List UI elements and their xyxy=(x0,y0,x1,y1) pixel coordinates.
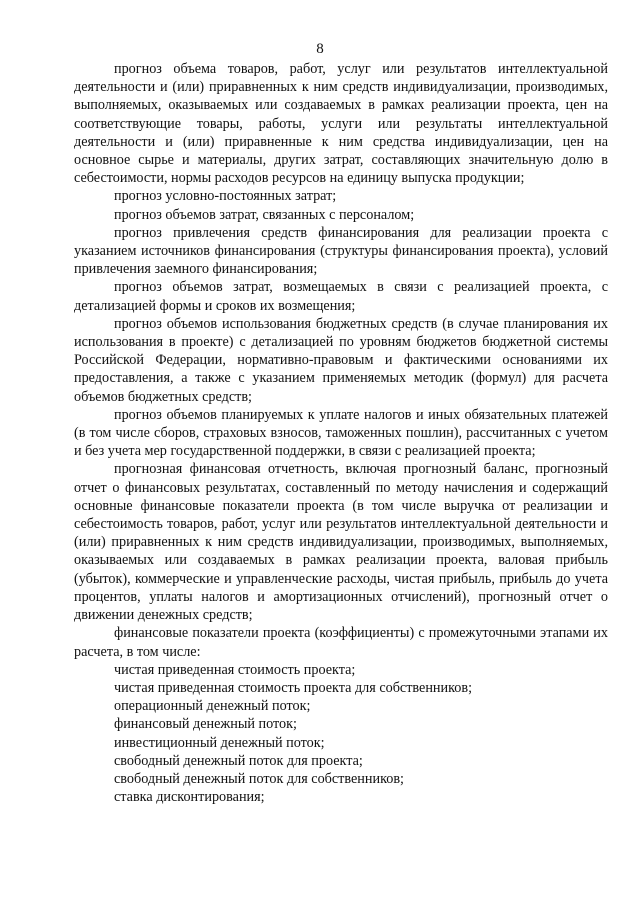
paragraph-taxes: прогноз объемов планируемых к уплате налогов и иных обязательных платежей (в том числе сборов, страховых взносов, таможенных пошлин), рассчитанных с учетом и без учета мер государственной поддержки, в связи с реализацией проекта; xyxy=(74,406,608,460)
paragraph-financial-indicators: финансовые показатели проекта (коэффициенты) с промежуточными этапами их расчета, в том числе: xyxy=(74,625,608,660)
list-item: свободный денежный поток для собственников; xyxy=(114,770,404,787)
list-item: чистая приведенная стоимость проекта для собственников; xyxy=(114,679,473,696)
paragraph-personnel-costs: прогноз объемов затрат, связанных с персоналом; xyxy=(114,206,415,223)
paragraph-forecast-volume: прогноз объема товаров, работ, услуг или результатов интеллектуальной деятельности и (или) приравненных к ним средств индивидуализации, производимых, выполняемых, оказываемых или создаваемых в рамках реализации проекта, цен на соответствующие товары, работы, услуги или результаты интеллектуальной деятельности и (или) приравненные к ним средства индивидуализации, цен на основное сырье и материалы, других затрат, составляющих значительную долю в себестоимости, нормы расходов ресурсов на единицу выпуска продукции; xyxy=(74,61,608,187)
list-item: инвестиционный денежный поток; xyxy=(114,734,325,751)
paragraph-budget-funds: прогноз объемов использования бюджетных средств (в случае планирования их использования в проекте) с детализацией по уровням бюджетов бюджетной системы Российской Федерации, нормативно-правовым и фактическими основаниями их предоставления, а также с указанием применяемых методик (формул) для расчета объемов бюджетных средств; xyxy=(74,315,608,405)
list-item: чистая приведенная стоимость проекта; xyxy=(114,661,356,678)
paragraph-fixed-costs: прогноз условно-постоянных затрат; xyxy=(114,188,337,205)
list-item: ставка дисконтирования; xyxy=(114,789,265,806)
paragraph-financing-sources: прогноз привлечения средств финансирования для реализации проекта с указанием источников финансирования (структуры финансирования проекта), условий привлечения заемного финансирования; xyxy=(74,224,608,278)
paragraph-reimbursed-costs: прогноз объемов затрат, возмещаемых в связи с реализацией проекта, с детализацией формы и сроков их возмещения; xyxy=(74,279,608,314)
page-number: 8 xyxy=(316,41,324,57)
list-item: операционный денежный поток; xyxy=(114,698,311,715)
paragraph-financial-statements: прогнозная финансовая отчетность, включая прогнозный баланс, прогнозный отчет о финансовых результатах, составленный по методу начисления и содержащий основные финансовые показатели проекта (в том числе выручка от реализации и себестоимость товаров, работ, услуг или результатов интеллектуальной деятельности и (или) приравненных к ним средств индивидуализации, производимых, выполняемых, оказываемых или создаваемых в рамках реализации проекта, валовая прибыль (убыток), коммерческие и управленческие расходы, чистая прибыль, прибыль до учета процентов, уплаты налогов и амортизационных отчислений), прогнозный отчет о движении денежных средств; xyxy=(74,461,608,624)
document-body xyxy=(74,60,608,806)
list-item: свободный денежный поток для проекта; xyxy=(114,752,363,769)
list-item: финансовый денежный поток; xyxy=(114,716,297,733)
